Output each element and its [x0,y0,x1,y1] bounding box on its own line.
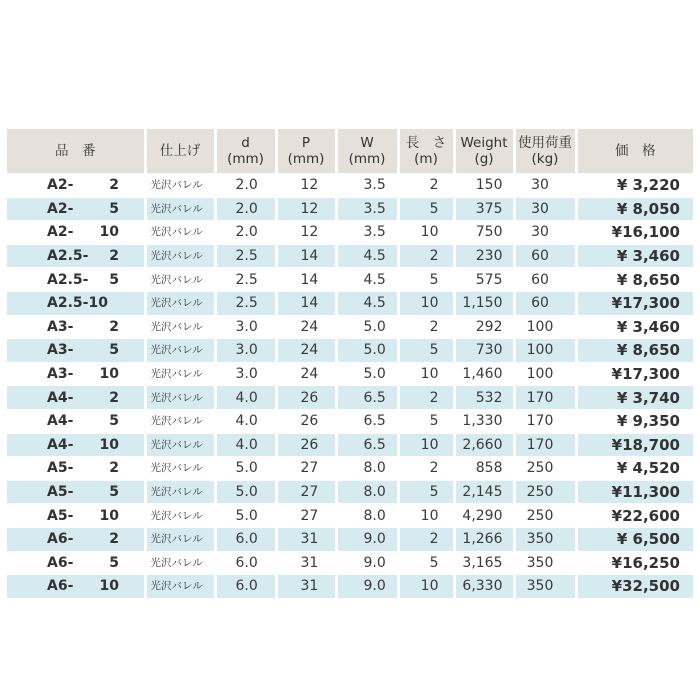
cell-w: 9.0 [336,551,398,575]
table-row [7,457,693,481]
cell-d: 6.0 [215,527,276,551]
model-prefix: A2.5- [47,248,89,265]
model-prefix: A6- [47,531,74,548]
cell-length: 10 [398,504,454,528]
model-length-code: 5 [109,484,119,501]
cell-price: ¥16,100 [576,221,693,245]
header-d [215,129,276,174]
cell-p: 24 [276,362,336,386]
cell-p: 31 [276,575,336,598]
cell-finish: 光沢バレル [145,315,215,339]
cell-length: 2 [398,386,454,410]
cell-model [7,174,145,198]
cell-w: 8.0 [336,457,398,481]
cell-w: 6.5 [336,386,398,410]
cell-w: 3.5 [336,174,398,198]
cell-finish: 光沢バレル [145,457,215,481]
cell-length: 10 [398,433,454,457]
cell-model [7,197,145,221]
cell-model [7,504,145,528]
spec-table [7,129,693,598]
table-row [7,480,693,504]
model-length-code: 2 [109,389,119,406]
cell-load: 100 [514,315,576,339]
cell-w: 9.0 [336,527,398,551]
model-length-code: 10 [99,578,119,595]
cell-p: 12 [276,197,336,221]
cell-length: 10 [398,221,454,245]
header-length-unit: (m) [414,151,438,167]
model-length-code: 2 [109,248,119,265]
model-prefix: A3- [47,342,74,359]
cell-p: 14 [276,244,336,268]
cell-p: 14 [276,291,336,315]
header-model: 品 番 [7,129,145,174]
cell-w: 3.5 [336,197,398,221]
cell-d: 2.0 [215,197,276,221]
cell-price: ¥22,600 [576,504,693,528]
cell-p: 27 [276,480,336,504]
model-prefix: A4- [47,413,74,430]
cell-load: 250 [514,457,576,481]
model-prefix: A6- [47,554,74,571]
header-d-label: d [241,135,250,151]
cell-load: 170 [514,409,576,433]
table-row [7,527,693,551]
cell-length: 10 [398,291,454,315]
model-prefix: A2.5-10 [47,295,108,312]
cell-weight: 1,460 [454,362,514,386]
cell-price: ¥11,300 [576,480,693,504]
model-length-code: 5 [109,413,119,430]
table-row [7,197,693,221]
table-row [7,504,693,528]
cell-length: 2 [398,174,454,198]
cell-d: 5.0 [215,457,276,481]
header-p [276,129,336,174]
cell-finish: 光沢バレル [145,221,215,245]
cell-price: ¥ 8,050 [576,197,693,221]
cell-model [7,244,145,268]
cell-p: 26 [276,386,336,410]
cell-d: 3.0 [215,315,276,339]
cell-w: 4.5 [336,244,398,268]
cell-model [7,315,145,339]
cell-model [7,480,145,504]
cell-finish: 光沢バレル [145,504,215,528]
header-weight-unit: (g) [474,151,494,167]
cell-w: 6.5 [336,433,398,457]
cell-price: ¥ 3,220 [576,174,693,198]
cell-model [7,268,145,292]
cell-length: 5 [398,339,454,363]
cell-d: 3.0 [215,362,276,386]
cell-model [7,575,145,598]
header-length-label: 長 さ [405,135,447,151]
cell-d: 3.0 [215,339,276,363]
table-row [7,221,693,245]
cell-length: 2 [398,457,454,481]
cell-w: 5.0 [336,339,398,363]
table-body [7,174,693,598]
cell-weight: 2,660 [454,433,514,457]
cell-w: 4.5 [336,291,398,315]
cell-price: ¥18,700 [576,433,693,457]
header-row [7,129,693,174]
header-load-unit: (kg) [531,151,559,167]
cell-p: 14 [276,268,336,292]
cell-p: 24 [276,339,336,363]
model-length-code: 5 [109,200,119,217]
cell-finish: 光沢バレル [145,362,215,386]
cell-p: 24 [276,315,336,339]
cell-weight: 3,165 [454,551,514,575]
table-row [7,291,693,315]
cell-length: 2 [398,244,454,268]
cell-price: ¥ 3,740 [576,386,693,410]
cell-weight: 292 [454,315,514,339]
cell-finish: 光沢バレル [145,244,215,268]
cell-load: 170 [514,433,576,457]
table-row [7,386,693,410]
model-length-code: 10 [99,224,119,241]
model-prefix: A2- [47,177,74,194]
cell-finish: 光沢バレル [145,291,215,315]
cell-load: 60 [514,244,576,268]
model-prefix: A4- [47,389,74,406]
table-row [7,409,693,433]
header-load-label: 使用荷重 [518,135,572,151]
header-d-unit: (mm) [227,151,264,167]
cell-finish: 光沢バレル [145,197,215,221]
model-length-code: 2 [109,531,119,548]
cell-price: ¥17,300 [576,291,693,315]
cell-load: 350 [514,551,576,575]
model-length-code: 10 [99,436,119,453]
cell-price: ¥17,300 [576,362,693,386]
cell-load: 350 [514,575,576,598]
cell-d: 5.0 [215,480,276,504]
cell-weight: 1,330 [454,409,514,433]
cell-weight: 750 [454,221,514,245]
cell-weight: 4,290 [454,504,514,528]
cell-d: 2.0 [215,174,276,198]
cell-length: 5 [398,197,454,221]
cell-load: 350 [514,527,576,551]
cell-weight: 575 [454,268,514,292]
cell-finish: 光沢バレル [145,339,215,363]
cell-p: 12 [276,174,336,198]
cell-d: 2.5 [215,291,276,315]
table-row [7,174,693,198]
model-length-code: 2 [109,318,119,335]
cell-price: ¥ 8,650 [576,268,693,292]
cell-finish: 光沢バレル [145,174,215,198]
cell-w: 6.5 [336,409,398,433]
table-row [7,433,693,457]
cell-finish: 光沢バレル [145,433,215,457]
header-w-label: W [360,135,374,151]
header-weight-label: Weight [460,135,508,151]
cell-finish: 光沢バレル [145,480,215,504]
cell-d: 2.0 [215,221,276,245]
cell-price: ¥16,250 [576,551,693,575]
cell-p: 27 [276,504,336,528]
cell-w: 8.0 [336,504,398,528]
model-prefix: A2- [47,200,74,217]
cell-w: 4.5 [336,268,398,292]
cell-d: 5.0 [215,504,276,528]
cell-weight: 1,150 [454,291,514,315]
cell-weight: 858 [454,457,514,481]
cell-weight: 150 [454,174,514,198]
cell-load: 60 [514,291,576,315]
model-prefix: A6- [47,578,74,595]
model-length-code: 5 [109,271,119,288]
spec-table-container [7,129,693,598]
cell-w: 3.5 [336,221,398,245]
cell-price: ¥ 4,520 [576,457,693,481]
cell-model [7,221,145,245]
model-length-code: 5 [109,342,119,359]
cell-length: 10 [398,575,454,598]
cell-weight: 1,266 [454,527,514,551]
cell-p: 26 [276,409,336,433]
cell-finish: 光沢バレル [145,575,215,598]
table-row [7,575,693,598]
cell-load: 100 [514,339,576,363]
cell-d: 4.0 [215,433,276,457]
cell-weight: 6,330 [454,575,514,598]
cell-finish: 光沢バレル [145,268,215,292]
header-finish: 仕上げ [145,129,215,174]
cell-load: 30 [514,174,576,198]
model-prefix: A5- [47,507,74,524]
model-prefix: A4- [47,436,74,453]
cell-d: 4.0 [215,409,276,433]
cell-d: 4.0 [215,386,276,410]
cell-load: 250 [514,480,576,504]
model-length-code: 10 [99,366,119,383]
cell-p: 31 [276,527,336,551]
cell-p: 12 [276,221,336,245]
model-prefix: A5- [47,484,74,501]
cell-model [7,433,145,457]
cell-length: 10 [398,362,454,386]
cell-price: ¥ 9,350 [576,409,693,433]
cell-model [7,527,145,551]
model-length-code: 2 [109,177,119,194]
cell-weight: 2,145 [454,480,514,504]
model-prefix: A5- [47,460,74,477]
cell-weight: 730 [454,339,514,363]
cell-w: 5.0 [336,315,398,339]
cell-weight: 230 [454,244,514,268]
cell-price: ¥ 6,500 [576,527,693,551]
cell-model [7,551,145,575]
table-row [7,244,693,268]
cell-length: 5 [398,268,454,292]
cell-w: 8.0 [336,480,398,504]
cell-model [7,386,145,410]
model-length-code: 5 [109,554,119,571]
header-p-label: P [301,135,311,151]
cell-p: 26 [276,433,336,457]
cell-p: 27 [276,457,336,481]
model-length-code: 2 [109,460,119,477]
cell-price: ¥ 3,460 [576,244,693,268]
header-length [398,129,454,174]
cell-d: 6.0 [215,551,276,575]
cell-model [7,362,145,386]
header-w [336,129,398,174]
cell-length: 5 [398,551,454,575]
cell-finish: 光沢バレル [145,409,215,433]
cell-model [7,339,145,363]
header-w-unit: (mm) [348,151,386,167]
cell-model [7,291,145,315]
header-p-unit: (mm) [287,151,325,167]
header-load [514,129,576,174]
cell-load: 170 [514,386,576,410]
cell-length: 5 [398,409,454,433]
table-row [7,315,693,339]
table-header [7,129,693,174]
cell-finish: 光沢バレル [145,551,215,575]
model-prefix: A3- [47,318,74,335]
cell-load: 30 [514,221,576,245]
cell-d: 6.0 [215,575,276,598]
table-row [7,339,693,363]
cell-price: ¥ 3,460 [576,315,693,339]
model-prefix: A3- [47,366,74,383]
cell-price: ¥32,500 [576,575,693,598]
cell-p: 31 [276,551,336,575]
cell-load: 30 [514,197,576,221]
cell-length: 2 [398,527,454,551]
header-price: 価 格 [576,129,693,174]
cell-d: 2.5 [215,244,276,268]
cell-price: ¥ 8,650 [576,339,693,363]
cell-w: 5.0 [336,362,398,386]
model-length-code: 10 [99,507,119,524]
cell-d: 2.5 [215,268,276,292]
cell-length: 2 [398,315,454,339]
cell-weight: 532 [454,386,514,410]
cell-load: 250 [514,504,576,528]
table-row [7,268,693,292]
cell-model [7,457,145,481]
cell-length: 5 [398,480,454,504]
table-row [7,362,693,386]
cell-finish: 光沢バレル [145,527,215,551]
table-row [7,551,693,575]
model-prefix: A2- [47,224,74,241]
header-weight [454,129,514,174]
model-prefix: A2.5- [47,271,89,288]
cell-load: 100 [514,362,576,386]
cell-weight: 375 [454,197,514,221]
cell-w: 9.0 [336,575,398,598]
cell-finish: 光沢バレル [145,386,215,410]
cell-load: 60 [514,268,576,292]
cell-model [7,409,145,433]
